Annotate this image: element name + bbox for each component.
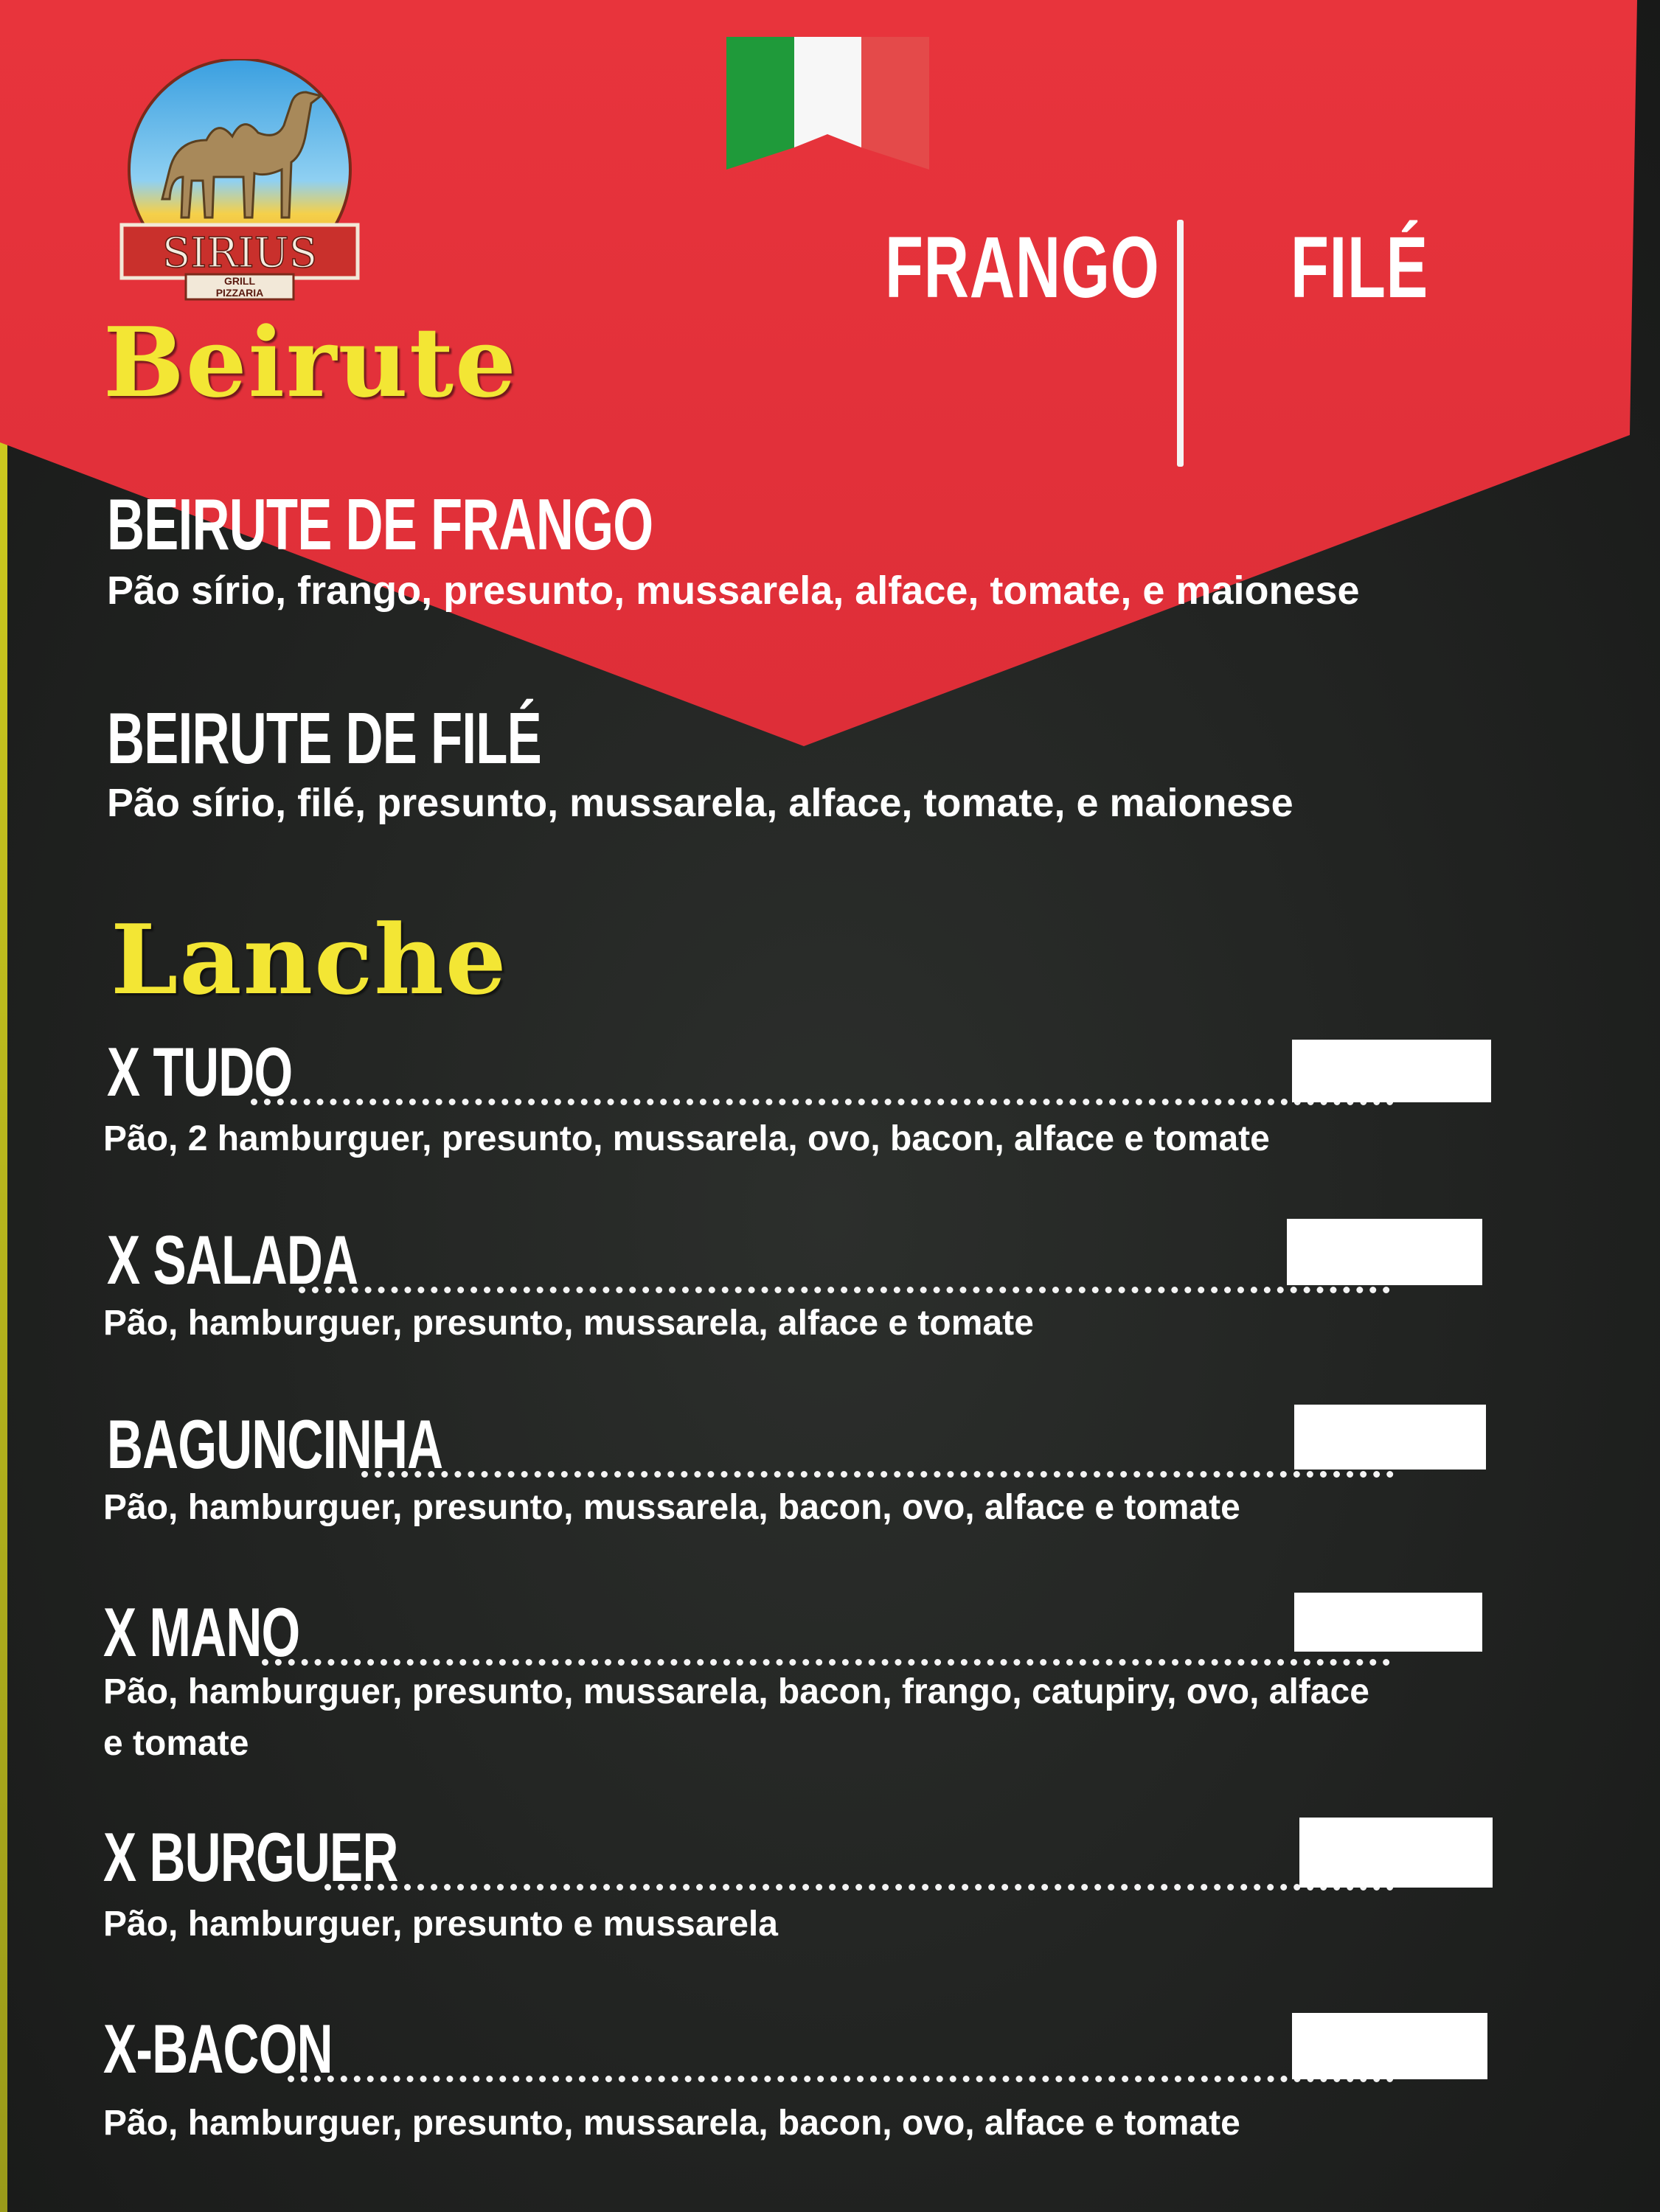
lanche-section-title: Lanche bbox=[111, 903, 508, 1016]
price-box bbox=[1292, 1040, 1491, 1102]
item-description: Pão, hamburguer, presunto e mussarela bbox=[103, 1905, 778, 1944]
item-name: X BURGUER bbox=[103, 1818, 398, 1896]
leader-dots bbox=[288, 2009, 1394, 2082]
price-box bbox=[1292, 2013, 1487, 2079]
item-name: X MANO bbox=[103, 1593, 300, 1671]
item-description: Pão, 2 hamburguer, presunto, mussarela, ovo, bacon, alface e tomate bbox=[103, 1119, 1270, 1158]
beirute-frango-description: Pão sírio, frango, presunto, mussarela, alface, tomate, e maionese bbox=[107, 568, 1360, 613]
item-description: Pão, hamburguer, presunto, mussarela, alface e tomate bbox=[103, 1304, 1034, 1343]
price-box bbox=[1294, 1405, 1486, 1470]
price-box bbox=[1294, 1593, 1482, 1652]
item-name: X-BACON bbox=[103, 2010, 333, 2087]
item-description: Pão, hamburguer, presunto, mussarela, bacon, frango, catupiry, ovo, alface bbox=[103, 1672, 1369, 1711]
price-box bbox=[1299, 1818, 1493, 1888]
leader-dots bbox=[299, 1220, 1390, 1293]
item-description: Pão, hamburguer, presunto, mussarela, bacon, ovo, alface e tomate bbox=[103, 1488, 1240, 1527]
logo-subtitle-grill: GRILL bbox=[224, 275, 255, 287]
price-box bbox=[1287, 1219, 1482, 1285]
item-description-continued: e tomate bbox=[103, 1724, 249, 1763]
beirute-section-title: Beirute bbox=[103, 306, 518, 419]
beirute-file-description: Pão sírio, filé, presunto, mussarela, alface, tomate, e maionese bbox=[107, 781, 1293, 825]
beirute-file-name: BEIRUTE DE FILÉ bbox=[107, 698, 542, 779]
leader-dots bbox=[251, 1032, 1394, 1105]
leader-dots bbox=[262, 1593, 1390, 1666]
item-name: X SALADA bbox=[107, 1221, 358, 1298]
item-name: X TUDO bbox=[107, 1033, 293, 1110]
sirius-logo bbox=[118, 59, 361, 302]
item-description: Pão, hamburguer, presunto, mussarela, bacon, ovo, alface e tomate bbox=[103, 2104, 1240, 2143]
logo-subtitle-pizzaria: PIZZARIA bbox=[215, 287, 264, 299]
leader-dots bbox=[361, 1405, 1394, 1478]
column-divider bbox=[1177, 220, 1184, 467]
logo-name: SIRIUS bbox=[162, 229, 318, 277]
column-frango: FRANGO bbox=[885, 219, 1160, 316]
leader-dots bbox=[324, 1818, 1394, 1891]
beirute-frango-name: BEIRUTE DE FRANGO bbox=[107, 484, 653, 565]
item-name: BAGUNCINHA bbox=[107, 1405, 443, 1483]
column-file: FILÉ bbox=[1291, 219, 1428, 316]
italy-flag-icon bbox=[726, 37, 929, 173]
